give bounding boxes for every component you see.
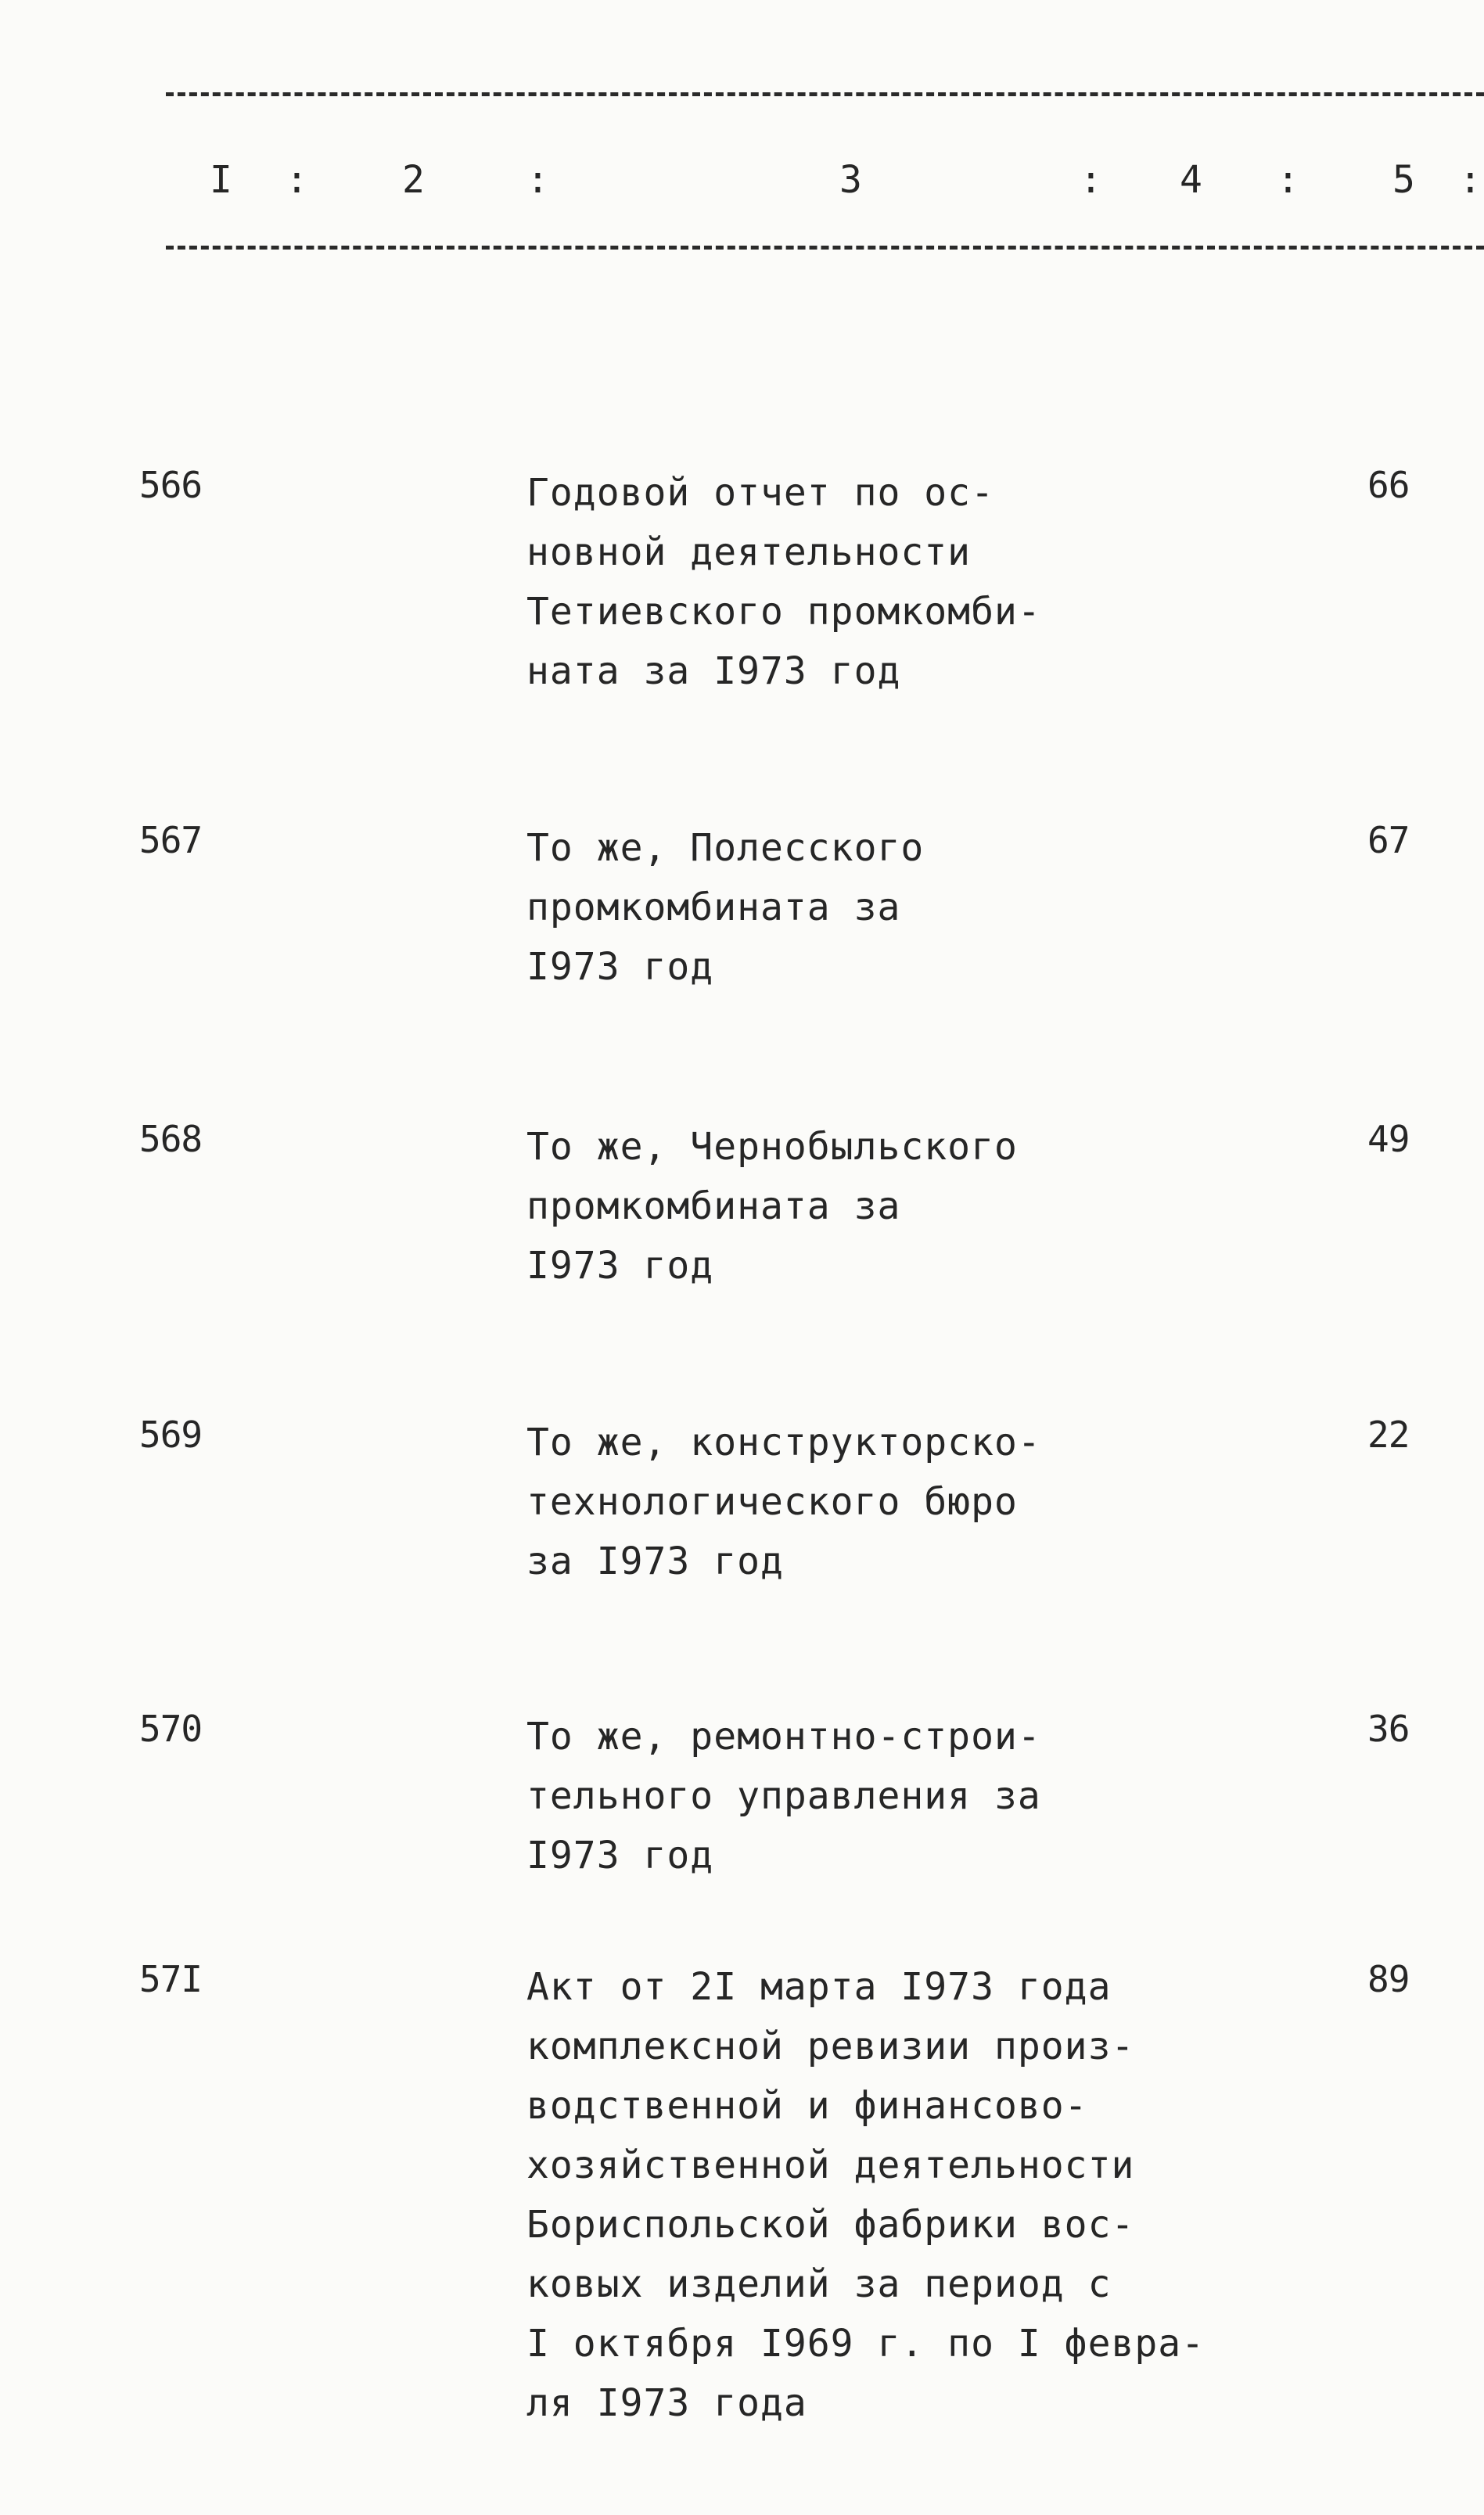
entry-sheet-count: 22	[1367, 1414, 1410, 1456]
entry-sheet-count: 36	[1367, 1708, 1410, 1750]
entry-sheet-count: 49	[1367, 1118, 1410, 1160]
header-separator: :	[1080, 158, 1104, 202]
header-col-3: 3	[839, 158, 864, 202]
header-col-2: 2	[402, 158, 426, 202]
header-top-rule	[166, 92, 1484, 96]
entry-sheet-count: 67	[1367, 819, 1410, 861]
entry-title: То же, Чернобыльского промкомбината за I973 год	[526, 1125, 1018, 1288]
entry-number: 57I	[139, 1958, 203, 2000]
entry-number: 567	[139, 819, 203, 861]
header-col-4: 4	[1180, 158, 1204, 202]
header-col-5: 5	[1392, 158, 1417, 202]
entry-sheet-count: 89	[1367, 1958, 1410, 2000]
header-separator: :	[526, 158, 551, 202]
entry-number: 569	[139, 1414, 203, 1456]
entry-number: 568	[139, 1118, 203, 1160]
entry-sheet-count: 66	[1367, 464, 1410, 506]
entry-title: Акт от 2I марта I973 года комплексной ревизии произ- водственной и финансово- хозяйственной деятельности Бориспольской фабрики вос- ковых изделий за период с I октября I969 г. по I февра- ля I973 года	[526, 1965, 1206, 2425]
entry-number: 570	[139, 1708, 203, 1750]
header-separator: :	[1277, 158, 1301, 202]
entry-number: 566	[139, 464, 203, 506]
header-col-1: I	[210, 158, 234, 202]
entry-title: То же, ремонтно-строи- тельного управления за I973 год	[526, 1715, 1041, 1877]
header-separator: :	[286, 158, 310, 202]
header-bottom-rule	[166, 246, 1484, 250]
entry-title: Годовой отчет по ос- новной деятельности Тетиевского промкомби- ната за I973 год	[526, 471, 1041, 693]
entry-title: То же, Полесского промкомбината за I973 год	[526, 826, 925, 989]
header-separator: :	[1459, 158, 1483, 202]
entry-title: То же, конструкторско- технологического бюро за I973 год	[526, 1421, 1041, 1583]
